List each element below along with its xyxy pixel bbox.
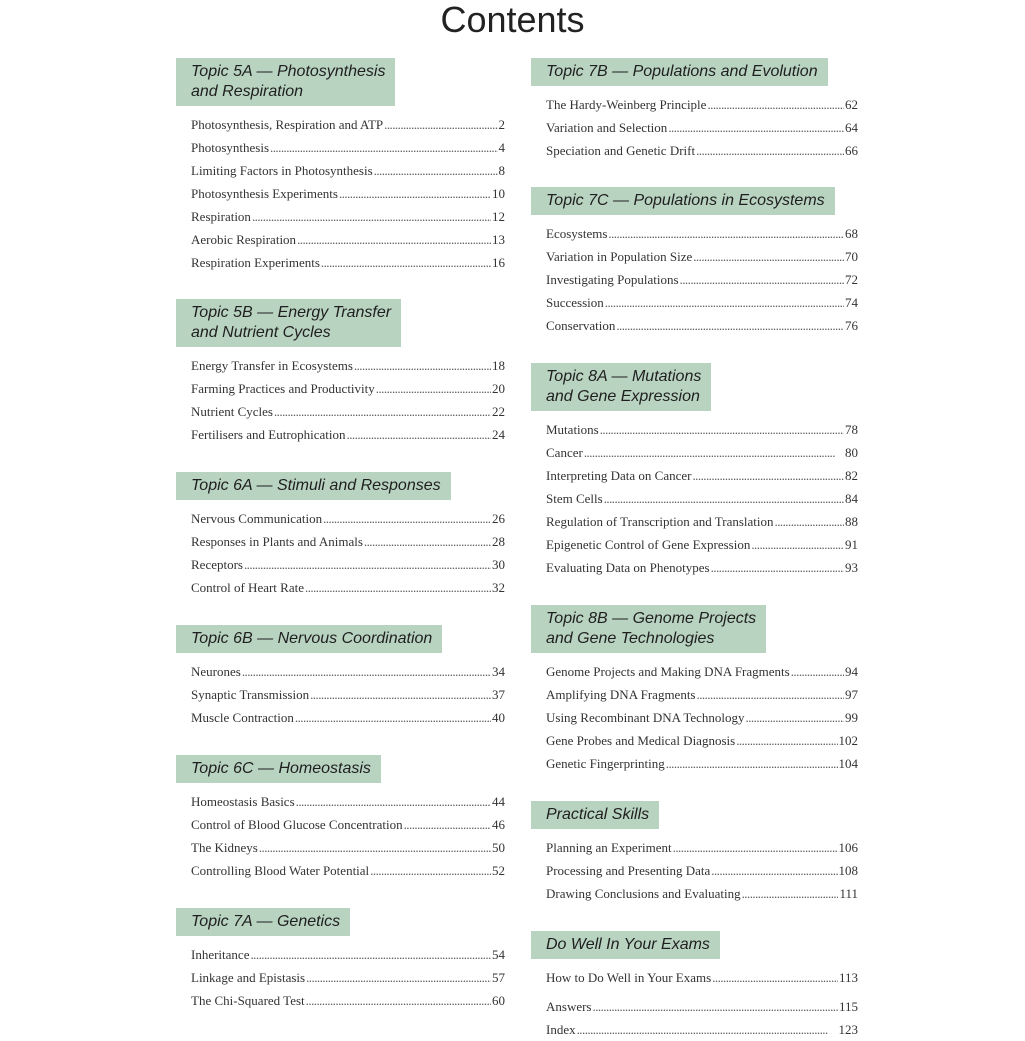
entry-page-number: 52 — [492, 863, 505, 878]
topic-header-line: Do Well In Your Exams — [546, 936, 710, 953]
dot-leader — [673, 836, 838, 859]
topic-header-line: Practical Skills — [546, 806, 650, 823]
dot-leader — [252, 205, 491, 228]
entry-title: How to Do Well in Your Exams — [546, 970, 712, 985]
dot-leader — [364, 530, 491, 553]
dot-leader — [692, 464, 844, 487]
entry-page-number: 106 — [838, 840, 858, 855]
entry-page-number: 50 — [492, 840, 505, 855]
entry-page-number: 32 — [492, 580, 505, 595]
entry-page-number: 22 — [492, 404, 505, 419]
entry-page-number: 8 — [498, 163, 505, 178]
entry-page-number: 62 — [845, 97, 858, 112]
topic-header-line: Topic 5B — Energy Transfer — [191, 304, 392, 321]
contents-entry[interactable] — [546, 291, 858, 314]
contents-entry[interactable] — [191, 205, 505, 228]
topic-header-line: Topic 7B — Populations and Evolution — [546, 63, 818, 80]
entry-page-number: 37 — [492, 687, 505, 702]
entry-page-number: 57 — [492, 970, 505, 985]
topic-header[interactable] — [176, 58, 395, 106]
topic-section — [531, 801, 858, 905]
topic-header-line: Topic 6B — Nervous Coordination — [191, 630, 433, 647]
topic-header-line: Topic 7A — Genetics — [191, 913, 341, 930]
dot-leader — [244, 553, 491, 576]
dot-leader — [323, 507, 491, 530]
entry-title: Respiration — [191, 209, 251, 224]
entry-title: Variation in Population Size — [546, 249, 693, 264]
topic-section — [176, 625, 505, 729]
contents-entry[interactable] — [191, 660, 505, 683]
topic-header[interactable] — [176, 625, 442, 653]
topic-entry-list — [191, 660, 505, 729]
entry-page-number: 99 — [845, 710, 858, 725]
entry-title: Index — [546, 1022, 576, 1037]
topic-entry-list — [191, 507, 505, 599]
entry-title: Homeostasis Basics — [191, 794, 295, 809]
contents-entry[interactable] — [546, 752, 858, 775]
topic-entry-list — [546, 222, 858, 337]
topic-section — [531, 605, 858, 775]
entry-title: Gene Probes and Medical Diagnosis — [546, 733, 736, 748]
dot-leader — [600, 418, 844, 441]
entry-page-number: 113 — [838, 970, 858, 985]
topic-header[interactable] — [531, 363, 711, 411]
entry-title: Genome Projects and Making DNA Fragments — [546, 664, 790, 679]
contents-entry[interactable] — [191, 136, 505, 159]
dot-leader — [250, 943, 491, 966]
dot-leader — [696, 139, 844, 162]
dot-leader — [376, 377, 491, 400]
entry-page-number: 10 — [492, 186, 505, 201]
topic-header-line: and Gene Technologies — [546, 630, 715, 647]
contents-entry[interactable] — [191, 836, 505, 859]
dot-leader — [605, 291, 844, 314]
contents-entry[interactable] — [546, 441, 858, 464]
contents-entry[interactable] — [191, 251, 505, 274]
topic-header-line: Topic 8B — Genome Projects — [546, 610, 757, 627]
contents-entry[interactable] — [191, 354, 505, 377]
topic-entry-list — [546, 93, 858, 162]
entry-title: Epigenetic Control of Gene Expression — [546, 537, 751, 552]
entry-title: Fertilisers and Eutrophication — [191, 427, 346, 442]
contents-entry[interactable] — [546, 706, 858, 729]
topic-header[interactable] — [176, 299, 401, 347]
entry-title: Mutations — [546, 422, 599, 437]
entry-title: The Chi-Squared Test — [191, 993, 305, 1008]
entry-page-number: 64 — [845, 120, 858, 135]
entry-page-number: 93 — [845, 560, 858, 575]
dot-leader — [751, 533, 844, 556]
topic-header[interactable] — [531, 605, 766, 653]
topic-header[interactable] — [531, 187, 835, 215]
entry-title: Speciation and Genetic Drift — [546, 143, 696, 158]
contents-entry[interactable] — [546, 859, 858, 882]
contents-entry[interactable] — [191, 813, 505, 836]
page-title: Contents — [440, 0, 585, 40]
dot-leader — [668, 116, 844, 139]
contents-entry[interactable] — [191, 507, 505, 530]
dot-leader — [274, 400, 491, 423]
entry-page-number: 34 — [492, 664, 505, 679]
topic-entry-list — [546, 660, 858, 775]
entry-page-number: 97 — [845, 687, 858, 702]
dot-leader — [666, 752, 838, 775]
contents-entry[interactable] — [191, 683, 505, 706]
dot-leader — [404, 813, 491, 836]
entry-title: The Kidneys — [191, 840, 258, 855]
entry-title: Variation and Selection — [546, 120, 668, 135]
contents-entry[interactable] — [191, 553, 505, 576]
dot-leader — [680, 268, 844, 291]
topic-header-line: Topic 7C — Populations in Ecosystems — [546, 192, 825, 209]
entry-page-number: 123 — [838, 1022, 858, 1037]
entry-page-number: 54 — [492, 947, 505, 962]
entry-page-number: 28 — [492, 534, 505, 549]
entry-title: Limiting Factors in Photosynthesis — [191, 163, 373, 178]
entry-title: Evaluating Data on Phenotypes — [546, 560, 710, 575]
entry-page-number: 24 — [492, 427, 505, 442]
dot-leader — [742, 882, 839, 905]
entry-title: Drawing Conclusions and Evaluating — [546, 886, 741, 901]
entry-title: Stem Cells — [546, 491, 603, 506]
entry-page-number: 18 — [492, 358, 505, 373]
dot-leader — [295, 706, 491, 729]
entry-title: Controlling Blood Water Potential — [191, 863, 370, 878]
topic-entry-list — [191, 943, 505, 1012]
topic-section — [531, 58, 858, 162]
contents-entry[interactable] — [546, 418, 858, 441]
contents-entry[interactable] — [191, 576, 505, 599]
contents-entry[interactable] — [546, 510, 858, 533]
topic-header-line: Topic 8A — Mutations — [546, 368, 702, 385]
contents-entry[interactable] — [546, 1018, 858, 1041]
topic-header-line: Topic 6A — Stimuli and Responses — [191, 477, 441, 494]
dot-leader — [712, 966, 838, 989]
entry-title: Responses in Plants and Animals — [191, 534, 363, 549]
entry-page-number: 108 — [838, 863, 858, 878]
entry-page-number: 60 — [492, 993, 505, 1008]
dot-leader — [354, 354, 491, 377]
entry-title: Synaptic Transmission — [191, 687, 310, 702]
contents-entry[interactable] — [546, 268, 858, 291]
contents-entry[interactable] — [191, 790, 505, 813]
contents-entry[interactable] — [191, 159, 505, 182]
topic-header-line: and Nutrient Cycles — [191, 324, 331, 341]
topic-header-line: Topic 6C — Homeostasis — [191, 760, 371, 777]
contents-entry[interactable] — [191, 706, 505, 729]
entry-page-number: 70 — [845, 249, 858, 264]
dot-leader — [347, 423, 491, 446]
entry-title: Photosynthesis Experiments — [191, 186, 338, 201]
dot-leader — [370, 859, 491, 882]
contents-entry[interactable] — [546, 836, 858, 859]
contents-entry[interactable] — [546, 533, 858, 556]
entry-title: Photosynthesis, Respiration and ATP — [191, 117, 384, 132]
contents-entry[interactable] — [191, 228, 505, 251]
topic-section — [176, 908, 505, 1012]
entry-page-number: 74 — [845, 295, 858, 310]
entry-title: Photosynthesis — [191, 140, 270, 155]
contents-entry[interactable] — [546, 245, 858, 268]
entry-page-number: 88 — [845, 514, 858, 529]
dot-leader — [259, 836, 491, 859]
dot-leader — [746, 706, 844, 729]
entry-page-number: 13 — [492, 232, 505, 247]
dot-leader — [310, 683, 491, 706]
entry-page-number: 78 — [845, 422, 858, 437]
dot-leader — [693, 245, 844, 268]
entry-page-number: 30 — [492, 557, 505, 572]
contents-entry[interactable] — [546, 683, 858, 706]
entry-title: Amplifying DNA Fragments — [546, 687, 696, 702]
dot-leader — [604, 487, 844, 510]
dot-leader — [711, 556, 844, 579]
topic-entry-list — [546, 418, 858, 579]
dot-leader — [711, 859, 837, 882]
entry-page-number: 46 — [492, 817, 505, 832]
dot-leader — [697, 683, 845, 706]
contents-entry[interactable] — [191, 859, 505, 882]
entry-page-number: 26 — [492, 511, 505, 526]
dot-leader — [791, 660, 844, 683]
contents-entry[interactable] — [546, 995, 858, 1018]
contents-entry[interactable] — [191, 530, 505, 553]
entry-page-number: 111 — [839, 886, 858, 901]
entry-title: Ecosystems — [546, 226, 608, 241]
entry-title: Control of Heart Rate — [191, 580, 304, 595]
entry-title: Cancer — [546, 445, 583, 460]
entry-page-number: 12 — [492, 209, 505, 224]
entry-title: Nervous Communication — [191, 511, 323, 526]
contents-entry[interactable] — [191, 182, 505, 205]
entry-title: Interpreting Data on Cancer — [546, 468, 692, 483]
entry-page-number: 91 — [845, 537, 858, 552]
contents-entry[interactable] — [191, 943, 505, 966]
entry-page-number: 2 — [498, 117, 505, 132]
entry-title: The Hardy-Weinberg Principle — [546, 97, 707, 112]
entry-page-number: 76 — [845, 318, 858, 333]
entry-page-number: 115 — [838, 999, 858, 1014]
entry-page-number: 72 — [845, 272, 858, 287]
entry-page-number: 102 — [838, 733, 858, 748]
topic-entry-list — [546, 966, 858, 1041]
entry-title: Aerobic Respiration — [191, 232, 297, 247]
contents-entry[interactable] — [546, 116, 858, 139]
dot-leader — [616, 314, 844, 337]
entry-page-number: 68 — [845, 226, 858, 241]
dot-leader — [296, 790, 491, 813]
dot-leader — [577, 1018, 838, 1041]
contents-entry[interactable] — [191, 113, 505, 136]
entry-title: Linkage and Epistasis — [191, 970, 306, 985]
topic-section — [531, 187, 858, 337]
topic-header[interactable] — [531, 931, 720, 959]
dot-leader — [707, 93, 844, 116]
entry-title: Processing and Presenting Data — [546, 863, 711, 878]
dot-leader — [736, 729, 837, 752]
topic-header-line: and Gene Expression — [546, 388, 700, 405]
contents-entry[interactable] — [191, 989, 505, 1012]
entry-title: Nutrient Cycles — [191, 404, 273, 419]
left-column — [176, 58, 505, 1012]
entry-title: Using Recombinant DNA Technology — [546, 710, 745, 725]
dot-leader — [384, 113, 497, 136]
topic-section — [176, 58, 505, 274]
entry-page-number: 94 — [845, 664, 858, 679]
topic-header[interactable] — [531, 801, 659, 829]
entry-title: Control of Blood Glucose Concentration — [191, 817, 403, 832]
contents-entry[interactable] — [191, 377, 505, 400]
contents-entry[interactable] — [546, 556, 858, 579]
entry-page-number: 104 — [838, 756, 858, 771]
contents-entry[interactable] — [191, 400, 505, 423]
topic-section — [531, 363, 858, 579]
topic-entry-list — [191, 354, 505, 446]
contents-entry[interactable] — [191, 966, 505, 989]
dot-leader — [374, 159, 498, 182]
entry-page-number: 66 — [845, 143, 858, 158]
entry-page-number: 40 — [492, 710, 505, 725]
topic-header[interactable] — [176, 755, 381, 783]
entry-title: Neurones — [191, 664, 241, 679]
dot-leader — [584, 441, 844, 464]
topic-section — [176, 299, 505, 446]
topic-header[interactable] — [176, 908, 350, 936]
entry-page-number: 44 — [492, 794, 505, 809]
entry-title: Regulation of Transcription and Translation — [546, 514, 774, 529]
contents-entry[interactable] — [546, 464, 858, 487]
topic-entry-list — [191, 113, 505, 274]
dot-leader — [305, 576, 491, 599]
entry-title: Inheritance — [191, 947, 250, 962]
dot-leader — [339, 182, 491, 205]
topic-header-line: and Respiration — [191, 83, 304, 100]
contents-entry[interactable] — [546, 729, 858, 752]
entry-page-number: 20 — [492, 381, 505, 396]
entry-title: Investigating Populations — [546, 272, 679, 287]
entry-page-number: 84 — [845, 491, 858, 506]
topic-header-line: Topic 5A — Photosynthesis — [191, 63, 386, 80]
topic-entry-list — [191, 790, 505, 882]
topic-section — [176, 472, 505, 599]
contents-entry[interactable] — [546, 314, 858, 337]
contents-entry[interactable] — [546, 966, 858, 989]
entry-title: Receptors — [191, 557, 243, 572]
dot-leader — [306, 989, 491, 1012]
topic-section — [176, 755, 505, 882]
entry-title: Planning an Experiment — [546, 840, 672, 855]
contents-entry[interactable] — [546, 660, 858, 683]
contents-entry[interactable] — [546, 882, 858, 905]
dot-leader — [593, 995, 838, 1018]
entry-page-number: 82 — [845, 468, 858, 483]
topic-entry-list — [546, 836, 858, 905]
entry-page-number: 80 — [845, 445, 858, 460]
contents-entry[interactable] — [546, 487, 858, 510]
contents-entry[interactable] — [546, 139, 858, 162]
topic-header[interactable] — [176, 472, 451, 500]
dot-leader — [608, 222, 844, 245]
contents-entry[interactable] — [546, 93, 858, 116]
contents-entry[interactable] — [191, 423, 505, 446]
entry-page-number: 4 — [498, 140, 505, 155]
entry-title: Farming Practices and Productivity — [191, 381, 375, 396]
entry-title: Genetic Fingerprinting — [546, 756, 665, 771]
entry-title: Conservation — [546, 318, 616, 333]
contents-entry[interactable] — [546, 222, 858, 245]
entry-title: Respiration Experiments — [191, 255, 320, 270]
entry-title: Succession — [546, 295, 604, 310]
dot-leader — [297, 228, 491, 251]
dot-leader — [775, 510, 845, 533]
dot-leader — [270, 136, 497, 159]
topic-header[interactable] — [531, 58, 828, 86]
dot-leader — [242, 660, 491, 683]
entry-title: Energy Transfer in Ecosystems — [191, 358, 353, 373]
dot-leader — [321, 251, 491, 274]
entry-title: Muscle Contraction — [191, 710, 294, 725]
entry-page-number: 16 — [492, 255, 505, 270]
right-column — [531, 58, 858, 1041]
entry-title: Answers — [546, 999, 592, 1014]
dot-leader — [306, 966, 491, 989]
